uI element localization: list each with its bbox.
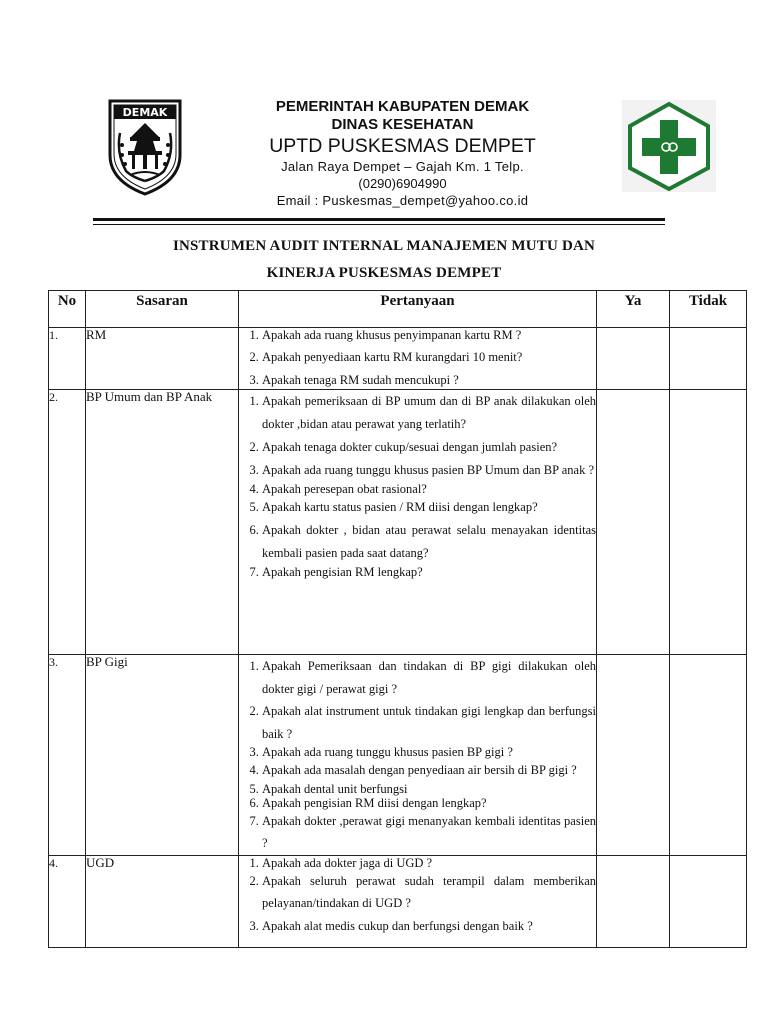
table-header-row [49,291,747,328]
question-item: 2. Apakah alat instrument untuk tindakan gigi lengkap dan berfungsi baik ? [262,700,596,745]
header-no: No [49,291,86,328]
phone-line: (0290)6904990 [358,176,447,191]
question-item: 6. Apakah pengisian RM diisi dengan lengkap? [262,796,596,810]
row-questions [239,328,597,390]
table-row [49,855,747,947]
puskesmas-logo [622,100,716,192]
institution-name: UPTD PUSKESMAS DEMPET [269,135,536,157]
row-sasaran: RM [86,328,239,390]
answer-tidak-cell[interactable] [670,390,747,655]
demak-regency-emblem [104,97,186,197]
answer-tidak-cell[interactable] [670,655,747,856]
emblem-label: DEMAK [122,106,168,119]
letterhead-divider [93,218,665,221]
row-questions [239,655,597,856]
row-number: 1. [49,328,86,390]
answer-ya-cell[interactable] [597,390,670,655]
question-item: 6. Apakah dokter , bidan atau perawat selalu menayakan identitas kembali pasien pada saat datang? [262,519,596,565]
question-item: 7. Apakah dokter ,perawat gigi menanyakan kembali identitas pasien ? [262,810,596,855]
table-row [49,390,747,655]
row-number: 3. [49,655,86,856]
row-number: 2. [49,390,86,655]
row-questions [239,855,597,947]
question-item: 4. Apakah peresepan obat rasional? [262,482,596,496]
address-line: Jalan Raya Dempet – Gajah Km. 1 Telp. [281,159,524,174]
header-sasaran: Sasaran [86,291,239,328]
email-line: Email : Puskesmas_dempet@yahoo.co.id [276,193,529,208]
answer-ya-cell[interactable] [597,328,670,390]
question-item: 4. Apakah ada masalah dengan penyediaan air bersih di BP gigi ? [262,759,596,782]
question-item: 2. Apakah penyediaan kartu RM kurangdari 10 menit? [262,350,596,364]
question-item: 1. Apakah Pemeriksaan dan tindakan di BP gigi dilakukan oleh dokter gigi / perawat gigi ? [262,655,596,700]
letterhead-divider-thin [93,224,665,225]
question-item: 3. Apakah tenaga RM sudah mencukupi ? [262,373,596,387]
question-item: 1. Apakah pemeriksaan di BP umum dan di BP anak dilakukan oleh dokter ,bidan atau perawat yang terlatih? [262,390,596,436]
question-item: 2. Apakah tenaga dokter cukup/sesuai dengan jumlah pasien? [262,436,596,459]
question-item: 2. Apakah seluruh perawat sudah terampil dalam memberikan pelayanan/tindakan di UGD ? [262,870,596,915]
header-ya: Ya [597,291,670,328]
question-item: 3. Apakah alat medis cukup dan berfungsi dengan baik ? [262,915,596,938]
question-item: 5. Apakah kartu status pasien / RM diisi dengan lengkap? [262,496,596,519]
question-item: 3. Apakah ada ruang tunggu khusus pasien BP Umum dan BP anak ? [262,459,596,482]
question-item: 3. Apakah ada ruang tunggu khusus pasien BP gigi ? [262,745,596,759]
header-pertanyaan: Pertanyaan [239,291,597,328]
row-sasaran: BP Umum dan BP Anak [86,390,239,655]
table-row [49,655,747,856]
row-sasaran: BP Gigi [86,655,239,856]
document-title: INSTRUMEN AUDIT INTERNAL MANAJEMEN MUTU DAN [172,238,596,254]
answer-ya-cell[interactable] [597,655,670,856]
letterhead-text [200,97,605,210]
department-name: DINAS KESEHATAN [331,116,474,133]
answer-tidak-cell[interactable] [670,855,747,947]
header-tidak: Tidak [670,291,747,328]
row-sasaran: UGD [86,855,239,947]
document-subtitle: KINERJA PUSKESMAS DEMPET [266,265,502,281]
question-item: 5. Apakah dental unit berfungsi [262,782,596,796]
question-item: 1. Apakah ada ruang khusus penyimpanan kartu RM ? [262,328,596,342]
row-questions [239,390,597,655]
table-row [49,328,747,390]
question-item: 1. Apakah ada dokter jaga di UGD ? [262,856,596,870]
question-item: 7. Apakah pengisian RM lengkap? [262,565,596,579]
letterhead [0,0,768,225]
row-number: 4. [49,855,86,947]
answer-ya-cell[interactable] [597,855,670,947]
audit-table [48,290,747,948]
puskesmas-logo-box [622,100,716,192]
government-name: PEMERINTAH KABUPATEN DEMAK [275,98,530,115]
answer-tidak-cell[interactable] [670,328,747,390]
